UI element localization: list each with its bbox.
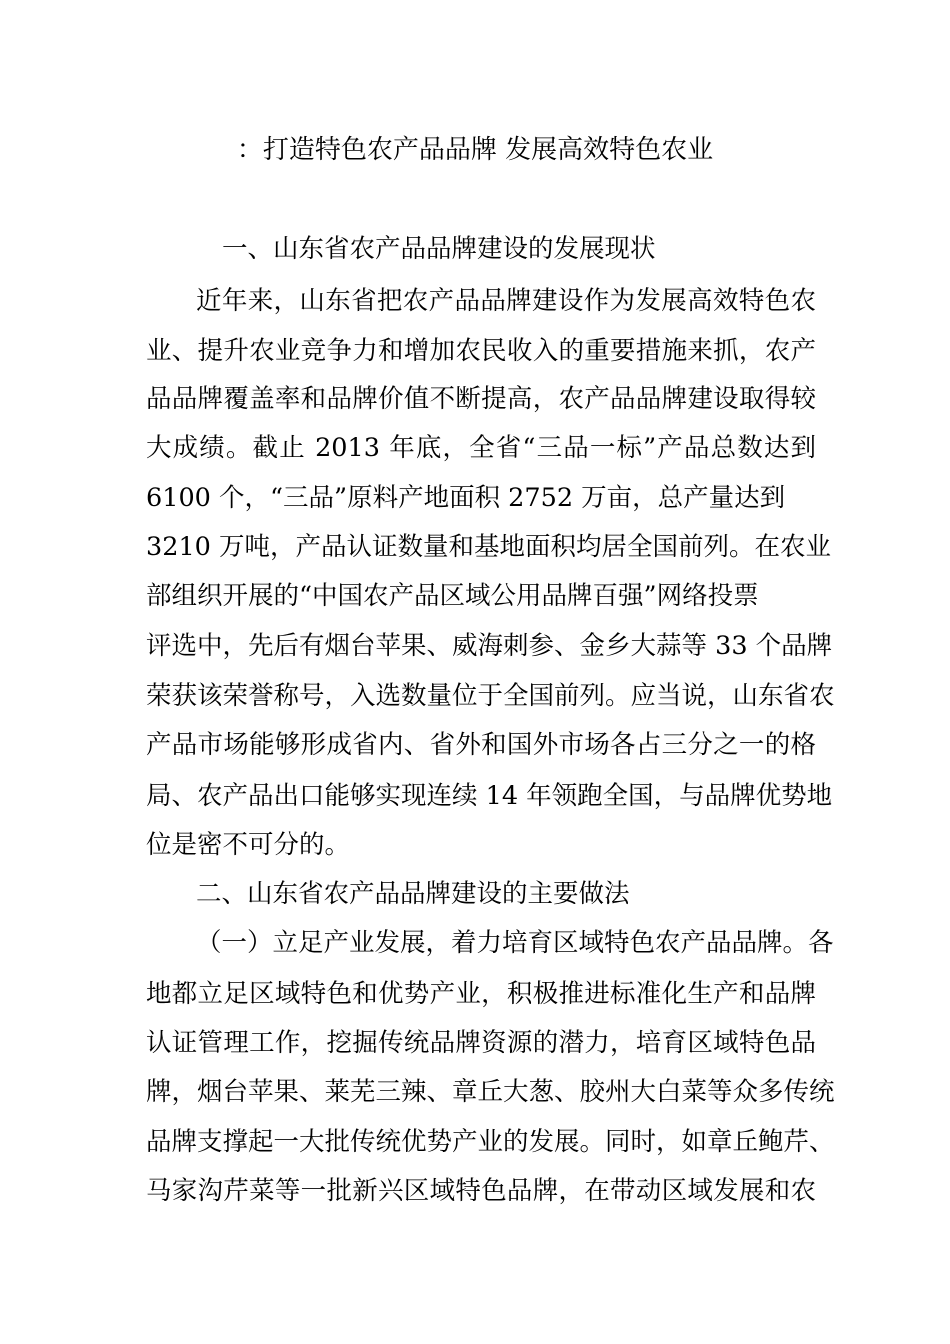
paragraph-line: 部组织开展的“中国农产品区域公用品牌百强”网络投票 [146, 581, 759, 611]
paragraph-line: 认证管理工作，挖掘传统品牌资源的潜力，培育区域特色品 [146, 1028, 816, 1058]
paragraph-line: 位是密不可分的。 [146, 830, 351, 860]
document-title: ：打造特色农产品品牌 发展高效特色农业 [236, 135, 714, 165]
paragraph-line: 品品牌覆盖率和品牌价值不断提高，农产品品牌建设取得较 [146, 384, 816, 414]
paragraph-line: 地都立足区域特色和优势产业，积极推进标准化生产和品牌 [146, 979, 816, 1009]
paragraph-line: （一）立足产业发展，着力培育区域特色农产品品牌。各 [196, 928, 834, 958]
paragraph-line: 业、提升农业竞争力和增加农民收入的重要措施来抓，农产 [146, 336, 816, 366]
paragraph-line: 评选中，先后有烟台苹果、威海刺参、金乡大蒜等 33 个品牌 [146, 631, 833, 661]
paragraph-line: 大成绩。截止 2013 年底，全省“三品一标”产品总数达到 [146, 433, 816, 463]
paragraph-line: 3210 万吨，产品认证数量和基地面积均居全国前列。在农业 [146, 532, 832, 562]
section-heading: 一、山东省农产品品牌建设的发展现状 [222, 234, 656, 264]
paragraph-line: 近年来，山东省把农产品品牌建设作为发展高效特色农 [196, 286, 816, 316]
paragraph-line: 品牌支撑起一大批传统优势产业的发展。同时，如章丘鲍芹、 [146, 1127, 835, 1157]
paragraph-line: 荣获该荣誉称号，入选数量位于全国前列。应当说，山东省农 [146, 681, 835, 711]
paragraph-line: 马家沟芹菜等一批新兴区域特色品牌，在带动区域发展和农 [146, 1176, 816, 1206]
paragraph-line: 产品市场能够形成省内、省外和国外市场各占三分之一的格 [146, 730, 816, 760]
section-heading: 二、山东省农产品品牌建设的主要做法 [196, 879, 630, 909]
paragraph-line: 6100 个，“三品”原料产地面积 2752 万亩，总产量达到 [146, 483, 786, 513]
paragraph-line: 局、农产品出口能够实现连续 14 年领跑全国，与品牌优势地 [146, 781, 833, 811]
paragraph-line: 牌，烟台苹果、莱芜三辣、章丘大葱、胶州大白菜等众多传统 [146, 1077, 835, 1107]
